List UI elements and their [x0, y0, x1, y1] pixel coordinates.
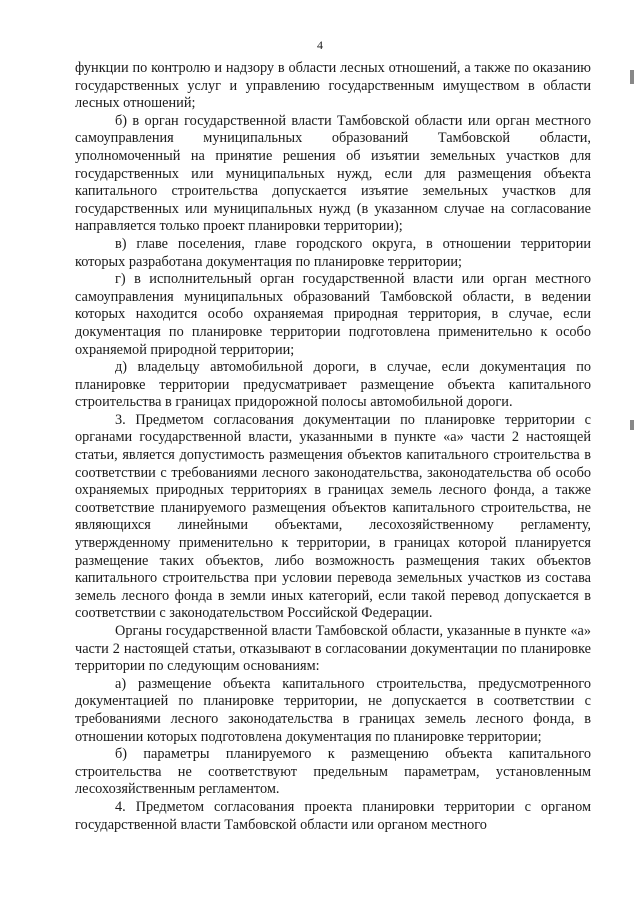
- scan-edge-mark: [630, 420, 634, 430]
- paragraph-ground-a: а) размещение объекта капитального строительства, предусмотренного документацией по планировке территории, не допускается в соответствии с требованиями лесного законодательства в границах земель лесного фонда, в отношении которых подготовлена документация по планировке территории;: [75, 675, 591, 745]
- paragraph-section-3: 3. Предметом согласования документации по планировке территории с органами государственной власти, указанными в пункте «а» части 2 настоящей статьи, является допустимость размещения объектов капитального строительства в соответствии с требованиями лесного законодательства, законодательства об особо охраняемых природных территориях в границах земель лесного фонда, а также соответствие планируемого размещения объектов капитального строительства, не являющихся линейными объектами, лесохозяйственному регламенту, утвержденному применительно к территории, в границах которой планируется размещение таких объектов, либо возможность размещения таких объектов капитального строительства при условии перевода земельных участков из состава земель лесного фонда в земли иных категорий, если такой перевод допускается в соответствии с законодательством Российской Федерации.: [75, 411, 591, 622]
- paragraph-item-g: г) в исполнительный орган государственной власти или орган местного самоуправления муниципальных образований Тамбовской области, в ведении которых находится особо охраняемая природная территория, в случае, если документация по планировке территории подготовлена применительно к особо охраняемой природной территории;: [75, 271, 591, 358]
- paragraph-refusal-grounds: Органы государственной власти Тамбовской области, указанные в пункте «а» части 2 настоящей статьи, отказывают в согласовании документации по планировке территории по следующим основаниям:: [75, 623, 591, 675]
- paragraph-section-4: 4. Предметом согласования проекта планировки территории с органом государственной власти Тамбовской области или органом местного: [75, 798, 591, 833]
- paragraph-item-b: б) в орган государственной власти Тамбовской области или орган местного самоуправления муниципальных образований Тамбовской области, уполномоченный на принятие решения об изъятии земельных участков для государственных или муниципальных нужд, если для размещения объекта капитального строительства допускается изъятие земельных участков для государственных или муниципальных нужд (в указанном случае на согласование направляется только проект планировки территории);: [75, 112, 591, 235]
- page-number: 4: [317, 38, 323, 52]
- body-text: [75, 60, 591, 834]
- paragraph-continuation: функции по контролю и надзору в области лесных отношений, а также по оказанию государственных услуг и управлению государственным имуществом в области лесных отношений;: [75, 60, 591, 112]
- paragraph-item-v: в) главе поселения, главе городского округа, в отношении территории которых разработана документация по планировке территории;: [75, 235, 591, 270]
- paragraph-item-d: д) владельцу автомобильной дороги, в случае, если документация по планировке территории предусматривает размещение объекта капитального строительства в границах придорожной полосы автомобильной дороги.: [75, 359, 591, 411]
- paragraph-ground-b: б) параметры планируемого к размещению объекта капитального строительства не соответствуют предельным параметрам, установленным лесохозяйственным регламентом.: [75, 746, 591, 798]
- scan-edge-mark: [630, 70, 634, 84]
